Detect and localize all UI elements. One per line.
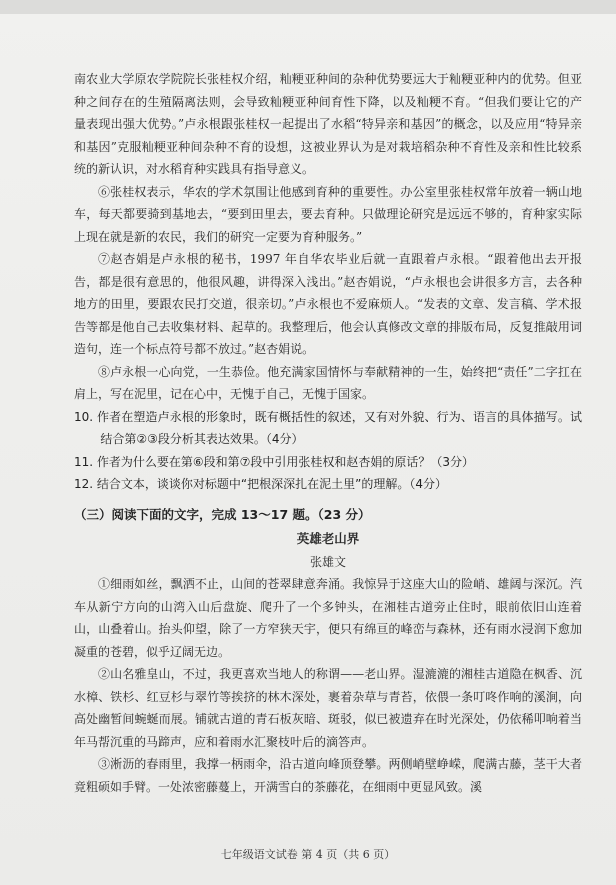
article-paragraph-3: ③淅沥的春雨里，我撑一柄雨伞，沿古道向峰顶登攀。两侧峭壁峥嵘，爬满古藤，茎干大者竟粗硕如手臂。一处浓密藤蔓上，开满雪白的茶藤花，在细雨中更显风致。溪 (74, 757, 582, 794)
passage-paragraph-6: ⑥张桂权表示，华农的学术氛围让他感到育种的重要性。办公室里张桂权常年放着一辆山地车，每天都要骑到基地去，“要到田里去，要去育种。只做理论研究是远远不够的，育种家实际上现在就是新的农民，我们的研究一定要为育种服务。” (74, 184, 582, 244)
question-11: 11. 作者为什么要在第⑥段和第⑦段中引用张桂权和赵杏娟的原话？（3分） (74, 454, 475, 469)
article-title: 英雄老山界 (296, 531, 360, 546)
article-paragraph-1: ①细雨如丝，飘洒不止，山间的苍翠肆意奔涌。我惊异于这座大山的险峭、雄阔与深沉。汽车从新宁方向的山湾入山后盘旋、爬升了一个多钟头，在湘桂古道旁止住时，眼前依旧山连着山，山叠着山。抬头仰望，除了一方窄狭天宇，便只有绵亘的峰峦与森林，还有雨水浸润下愈加凝重的苍碧，似乎辽阔无边。 (74, 577, 582, 659)
section-heading: （三）阅读下面的文字，完成 13～17 题。（23 分） (74, 506, 371, 522)
article-paragraph-2: ②山名雅皇山，不过，我更喜欢当地人的称谓——老山界。湿漉漉的湘桂古道隐在枫香、沉水樟、铁杉、红豆杉与翠竹等挨挤的林木深处，裹着杂草与青苔，依偎一条叮咚作响的溪涧，向高处幽暂间蜿蜒而展。铺就古道的青石板灰暗、斑驳，似已被遗弃在时光深处，仍依稀叩响着当年马帮沉重的马蹄声，应和着雨水汇聚枝叶后的滴答声。 (74, 667, 582, 749)
page-content (74, 68, 582, 798)
page-footer: 七年级语文试卷 第 4 页（共 6 页） (220, 848, 396, 861)
question-12: 12. 结合文本，谈谈你对标题中“把根深深扎在泥土里”的理解。（4分） (74, 477, 447, 491)
question-10: 10. 作者在塑造卢永根的形象时，既有概括性的叙述，又有对外貌、行为、语言的具体描写。试结合第②③段分析其表达效果。（4分） (74, 409, 582, 446)
article-author: 张雄文 (309, 554, 346, 569)
passage-paragraph-8: ⑧卢永根一心向党，一生恭俭。他充满家国情怀与奉献精神的一生，始终把“责任”二字扛在肩上，写在泥里，记在心中，无愧于自己，无愧于国家。 (74, 364, 582, 401)
scan-top-edge (0, 0, 616, 14)
passage-paragraph-7: ⑦赵杏娟是卢永根的秘书，1997 年自华农毕业后就一直跟着卢永根。“跟着他出去开报告，都是很有意思的，他很风趣，讲得深入浅出。”赵杏娟说，“卢永根也会讲很多方言，去各种地方的田里，要跟农民打交道，很亲切。”卢永根也不爱麻烦人。“发表的文章、发言稿、学术报告等都是他自己去收集材料、起草的。我整理后，他会认真修改文章的排版布局，反复推敲用词造句，连一个标点符号都不放过。”赵杏娟说。 (74, 252, 582, 356)
passage-paragraph-5: 南农业大学原农学院院长张桂权介绍，籼粳亚种间的杂种优势要远大于籼粳亚种内的优势。但亚种之间存在的生殖隔离法则，会导致籼粳亚种间育性下降，以及籼粳不育。“但我们要让它的产量表现出强大优势。”卢永根跟张桂权一起提出了水稻“特异亲和基因”的概念，以及应用“特异亲和基因”克服籼粳亚种间杂种不育的设想，这被业界认为是对栽培稻杂种不育性及亲和性比较系统的新认识，对水稻育种实践具有指导意义。 (74, 72, 582, 176)
